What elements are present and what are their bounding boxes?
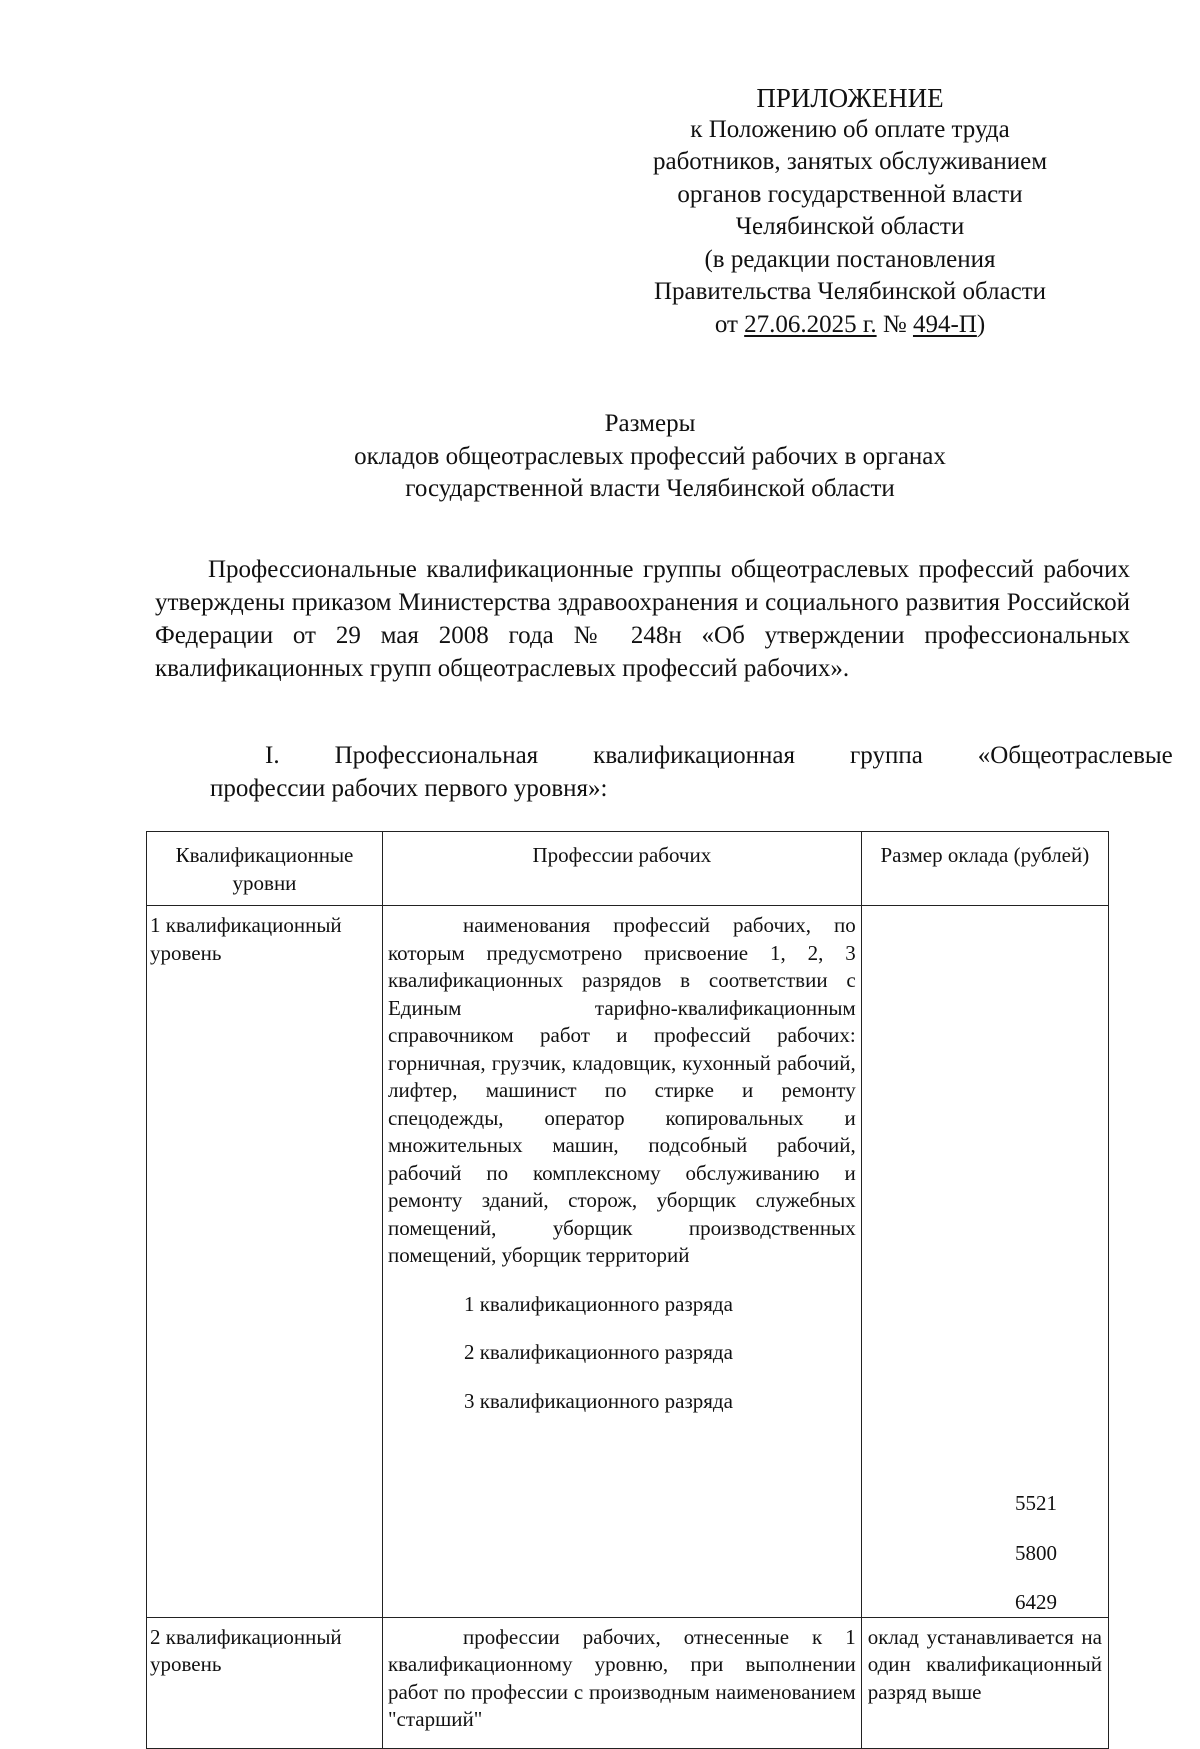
section-heading-line1 [155,739,1173,772]
rank-label: 1 квалификационного разряда [463,1291,733,1316]
resolution-date: 27.06.2025 г. [744,310,877,338]
appendix-date-line [620,309,1080,342]
level-cell: 1 квалификационный уровень [147,906,383,1618]
salary-note-cell: оклад устанавливается на один квалификационный разряд выше [861,1617,1108,1748]
professions-cell [382,906,861,1618]
salary-value: 5800 [1015,1540,1057,1565]
table-header-row [147,832,1109,906]
close-paren: ) [976,310,986,338]
appendix-line: работников, занятых обслуживанием [652,148,1048,175]
title-line: окладов общеотраслевых профессий рабочих в органах [354,442,946,470]
section-heading-line2: профессии рабочих первого уровня»: [210,775,608,802]
salary-cell [861,906,1108,1618]
appendix-block [620,82,1080,341]
section-word: квалификационная [593,742,796,769]
number-sign: № [876,310,913,338]
appendix-heading: ПРИЛОЖЕНИЕ [756,83,944,113]
rank-label: 2 квалификационного разряда [463,1340,733,1364]
document-title [150,408,1150,506]
title-line: государственной власти Челябинской области [405,475,895,502]
header-professions: Профессии рабочих [382,832,861,906]
table-row [147,1617,1109,1748]
section-heading [155,739,1173,805]
intro-paragraph: Профессиональные квалификационные группы общеотраслевых профессий рабочих утверждены приказом Министерства здравоохранения и социального развития Российской Федерации от 29 мая 2008 года № 248н «Об утверждении профессиональных квалификационных групп общеотраслевых профессий рабочих». [155,556,1130,682]
resolution-number: 494-П [912,310,977,338]
appendix-line: к Положению об оплате труда [690,115,1010,143]
appendix-line: Челябинской области [735,213,965,240]
salary-table [146,831,1109,1749]
section-word: Профессиональная [334,742,539,769]
salary-value: 5521 [1015,1491,1057,1515]
salary-value: 6429 [1015,1590,1057,1614]
header-salary: Размер оклада (рублей) [861,832,1108,906]
section-word: группа [850,742,923,769]
date-prefix: от [714,310,745,338]
header-levels: Квалификационные уровни [147,832,383,906]
rank-line [388,1339,856,1367]
appendix-line: Правительства Челябинской области [653,278,1047,305]
level-cell: 2 квалификационный уровень [147,1617,383,1748]
table-row [147,906,1109,1618]
title-line: Размеры [604,410,696,437]
appendix-line: (в редакции постановления [704,245,996,273]
appendix-line: органов государственной власти [677,180,1023,208]
rank-line [388,1388,856,1416]
professions-text: профессии рабочих, отнесенные к 1 квалификационному уровню, при выполнении работ по профессии с производным наименованием "старший" [387,1624,856,1731]
professions-cell [382,1617,861,1748]
section-number: I. [265,742,280,769]
professions-text: наименования профессий рабочих, по которым предусмотрено присвоение 1, 2, 3 квалификационных разрядов в соответствии с Единым тарифно-квалификационным справочником работ и профессий рабочих: горничная, грузчик, кладовщик, кухонный рабочий, лифтер, машинист по стирке и ремонту спецодежды, оператор копировальных и множительных машин, подсобный рабочий, рабочий по комплексному обслуживанию и ремонту зданий, сторож, уборщик служебных помещений, уборщик производственных помещений, уборщик территорий [387,913,856,1267]
section-word: «Общеотраслевые [977,742,1173,769]
rank-label: 3 квалификационного разряда [463,1388,733,1413]
rank-line [388,1291,856,1319]
